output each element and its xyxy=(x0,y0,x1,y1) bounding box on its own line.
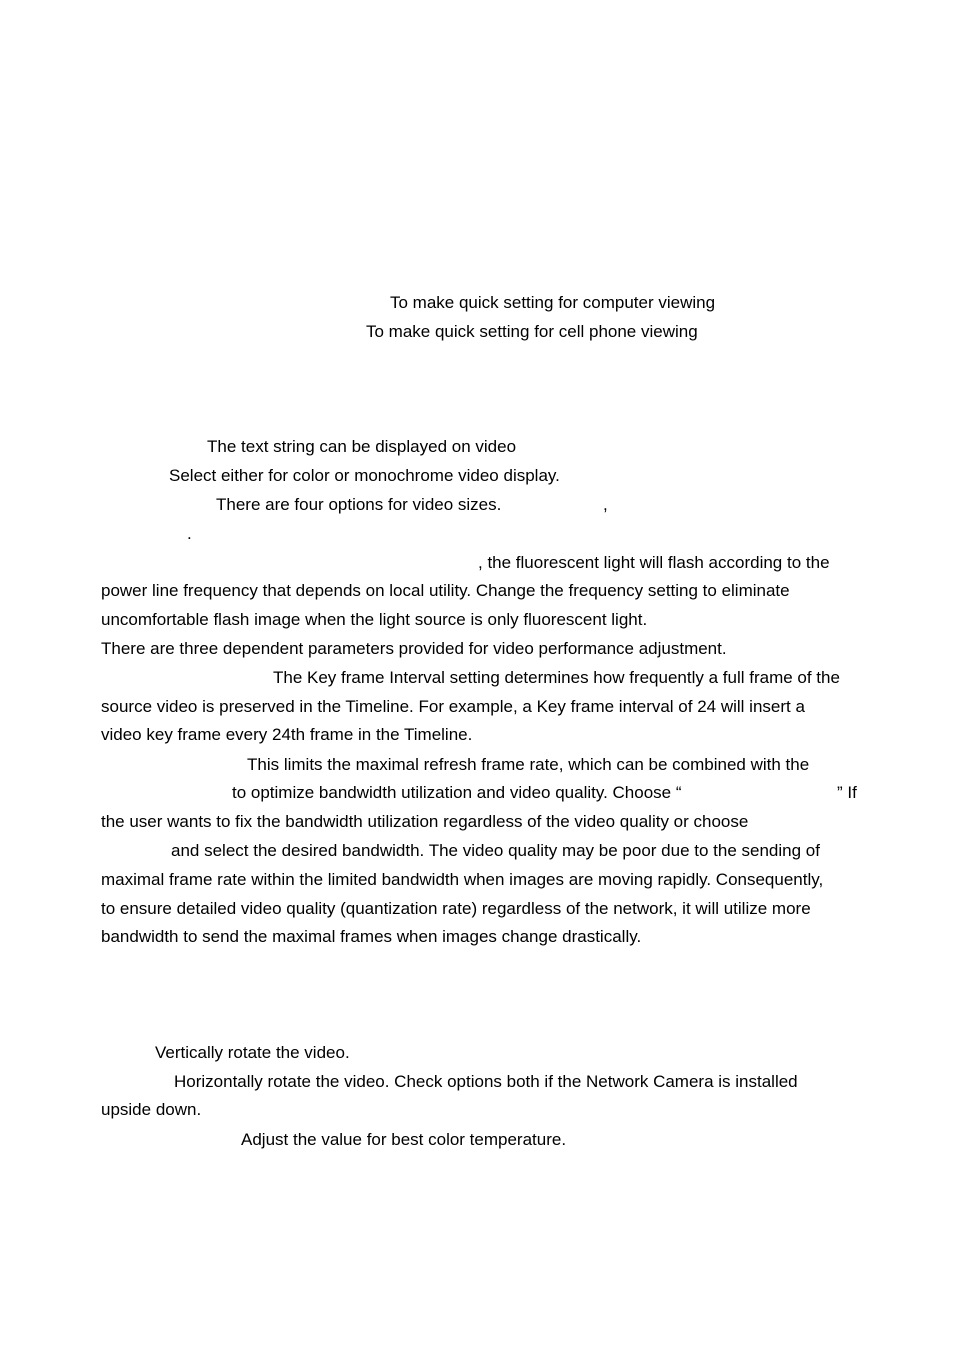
frame-rate-line-2a: to optimize bandwidth utilization and video quality. Choose “ xyxy=(232,783,682,802)
key-frame-line-3: video key frame every 24th frame in the Timeline. xyxy=(101,725,473,744)
flicker-line-1: , the fluorescent light will flash according to the xyxy=(478,553,830,572)
flicker-line-3: uncomfortable flash image when the light source is only fluorescent light. xyxy=(101,610,648,629)
video-size-period: . xyxy=(187,524,192,543)
mirror-line-2: upside down. xyxy=(101,1100,202,1119)
flicker-line-2: power line frequency that depends on local utility. Change the frequency setting to eliminate xyxy=(101,581,790,600)
frame-rate-line-5: maximal frame rate within the limited bandwidth when images are moving rapidly. Consequently, xyxy=(101,870,824,889)
video-size-comma: , xyxy=(603,495,608,514)
frame-rate-line-7: bandwidth to send the maximal frames when images change drastically. xyxy=(101,927,642,946)
quick-setting-computer-text: To make quick setting for computer viewing xyxy=(390,293,716,312)
color-description: Select either for color or monochrome video display. xyxy=(169,466,560,485)
key-frame-line-2: source video is preserved in the Timeline. For example, a Key frame interval of 24 will insert a xyxy=(101,697,805,716)
white-balance-description: Adjust the value for best color temperature. xyxy=(241,1130,567,1149)
key-frame-line-1: The Key frame Interval setting determines how frequently a full frame of the xyxy=(273,668,840,687)
quick-setting-cell-phone-text: To make quick setting for cell phone viewing xyxy=(366,322,698,341)
frame-rate-line-6: to ensure detailed video quality (quantization rate) regardless of the network, it will utilize more xyxy=(101,899,811,918)
frame-rate-line-1: This limits the maximal refresh frame rate, which can be combined with the xyxy=(247,755,810,774)
frame-rate-line-4: and select the desired bandwidth. The video quality may be poor due to the sending of xyxy=(171,841,820,860)
text-string-description: The text string can be displayed on video xyxy=(207,437,517,456)
video-size-description: There are four options for video sizes. xyxy=(216,495,502,514)
mirror-line-1: Horizontally rotate the video. Check options both if the Network Camera is installed xyxy=(174,1072,798,1091)
frame-rate-line-3: the user wants to fix the bandwidth utilization regardless of the video quality or choose xyxy=(101,812,749,831)
flip-description: Vertically rotate the video. xyxy=(155,1043,350,1062)
performance-intro: There are three dependent parameters provided for video performance adjustment. xyxy=(101,639,727,658)
frame-rate-line-2b: ” If xyxy=(837,783,857,802)
